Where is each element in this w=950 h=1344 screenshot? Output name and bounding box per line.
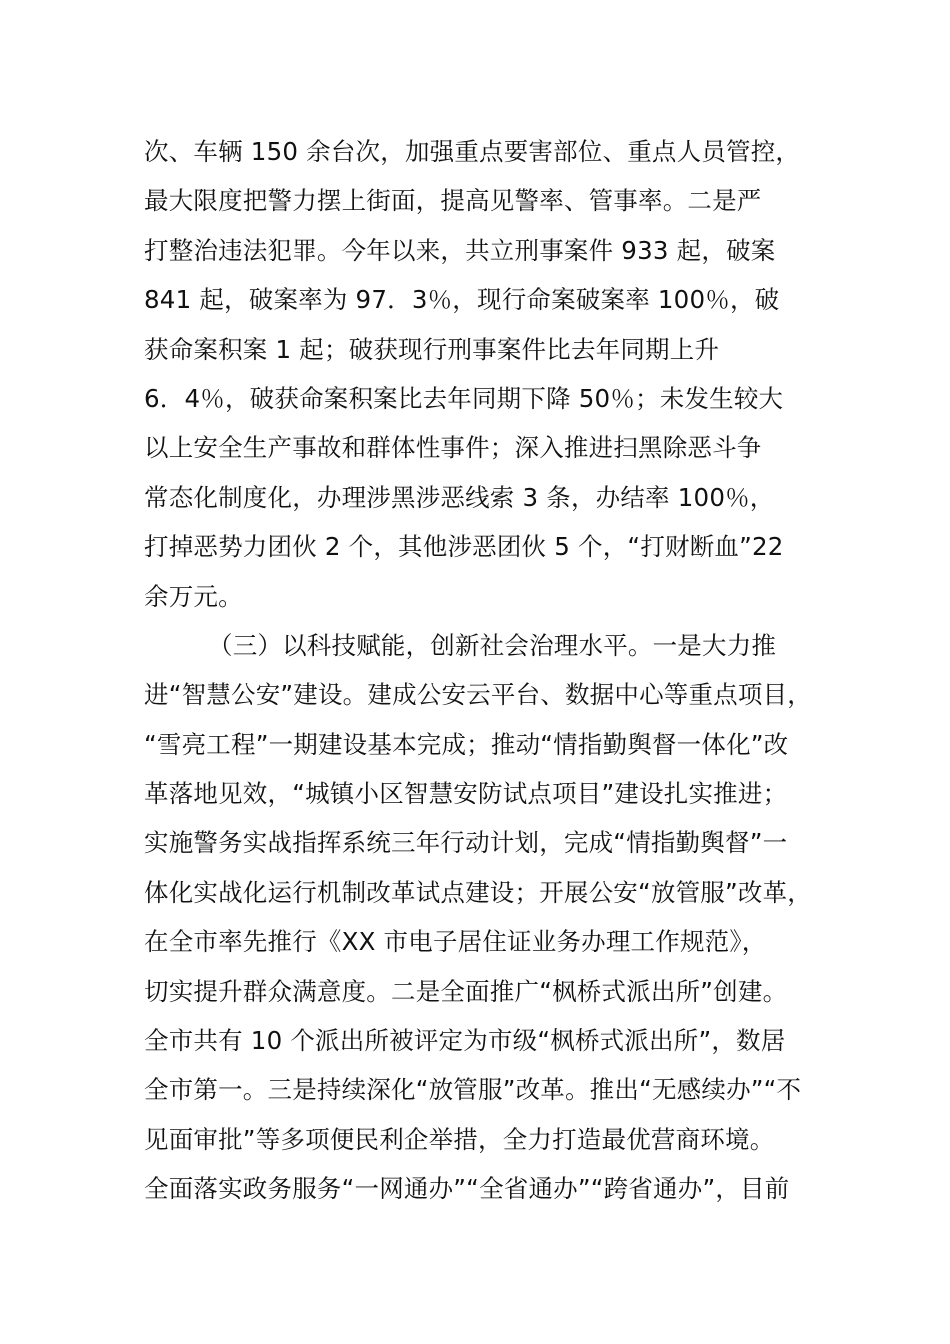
text-line: 在全市率先推行《XX 市电子居住证业务办理工作规范》， xyxy=(144,927,767,957)
text-line: 打整治违法犯罪。今年以来，共立刑事案件 933 起，破案 xyxy=(144,235,776,265)
text-line: 实施警务实战指挥系统三年行动计划，完成“情指勤舆督”一 xyxy=(144,828,788,858)
paragraph-first-line: （三）以科技赋能，创新社会治理水平。一是大力推 xyxy=(208,630,777,660)
text-line: 常态化制度化，办理涉黑涉恶线索 3 条，办结率 100％， xyxy=(144,482,775,512)
text-line: 进“智慧公安”建设。建成公安云平台、数据中心等重点项目， xyxy=(144,680,812,710)
text-line: 全市共有 10 个派出所被评定为市级“枫桥式派出所”，数居 xyxy=(144,1026,786,1056)
text-line: 全面落实政务服务“一网通办”“全省通办”“跨省通办”，目前 xyxy=(144,1174,790,1204)
text-line: 以上安全生产事故和群体性事件；深入推进扫黑除恶斗争 xyxy=(144,433,762,463)
text-line: 全市第一。三是持续深化“放管服”改革。推出“无感续办”“不 xyxy=(144,1075,802,1105)
text-line: 打掉恶势力团伙 2 个，其他涉恶团伙 5 个，“打财断血”22 xyxy=(144,532,784,562)
text-line: 最大限度把警力摆上街面，提高见警率、管事率。二是严 xyxy=(144,186,762,216)
text-line: 切实提升群众满意度。二是全面推广“枫桥式派出所”创建。 xyxy=(144,976,788,1006)
text-line: 获命案积案 1 起；破获现行刑事案件比去年同期上升 xyxy=(144,334,720,364)
text-line: 841 起，破案率为 97．3％，现行命案破案率 100％，破 xyxy=(144,285,780,315)
text-line: 6．4％，破获命案积案比去年同期下降 50％；未发生较大 xyxy=(144,383,784,413)
text-line: 次、车辆 150 余台次，加强重点要害部位、重点人员管控， xyxy=(144,137,801,166)
text-line: 余万元。 xyxy=(144,581,243,611)
text-line: 体化实战化运行机制改革试点建设；开展公安“放管服”改革， xyxy=(144,877,812,907)
text-line: 革落地见效，“城镇小区智慧安防试点项目”建设扎实推进； xyxy=(144,779,788,809)
text-line: 见面审批”等多项便民利企举措，全力打造最优营商环境。 xyxy=(144,1124,775,1154)
text-line: “雪亮工程”一期建设基本完成；推动“情指勤舆督一体化”改 xyxy=(144,729,789,759)
body-text xyxy=(144,127,834,1214)
